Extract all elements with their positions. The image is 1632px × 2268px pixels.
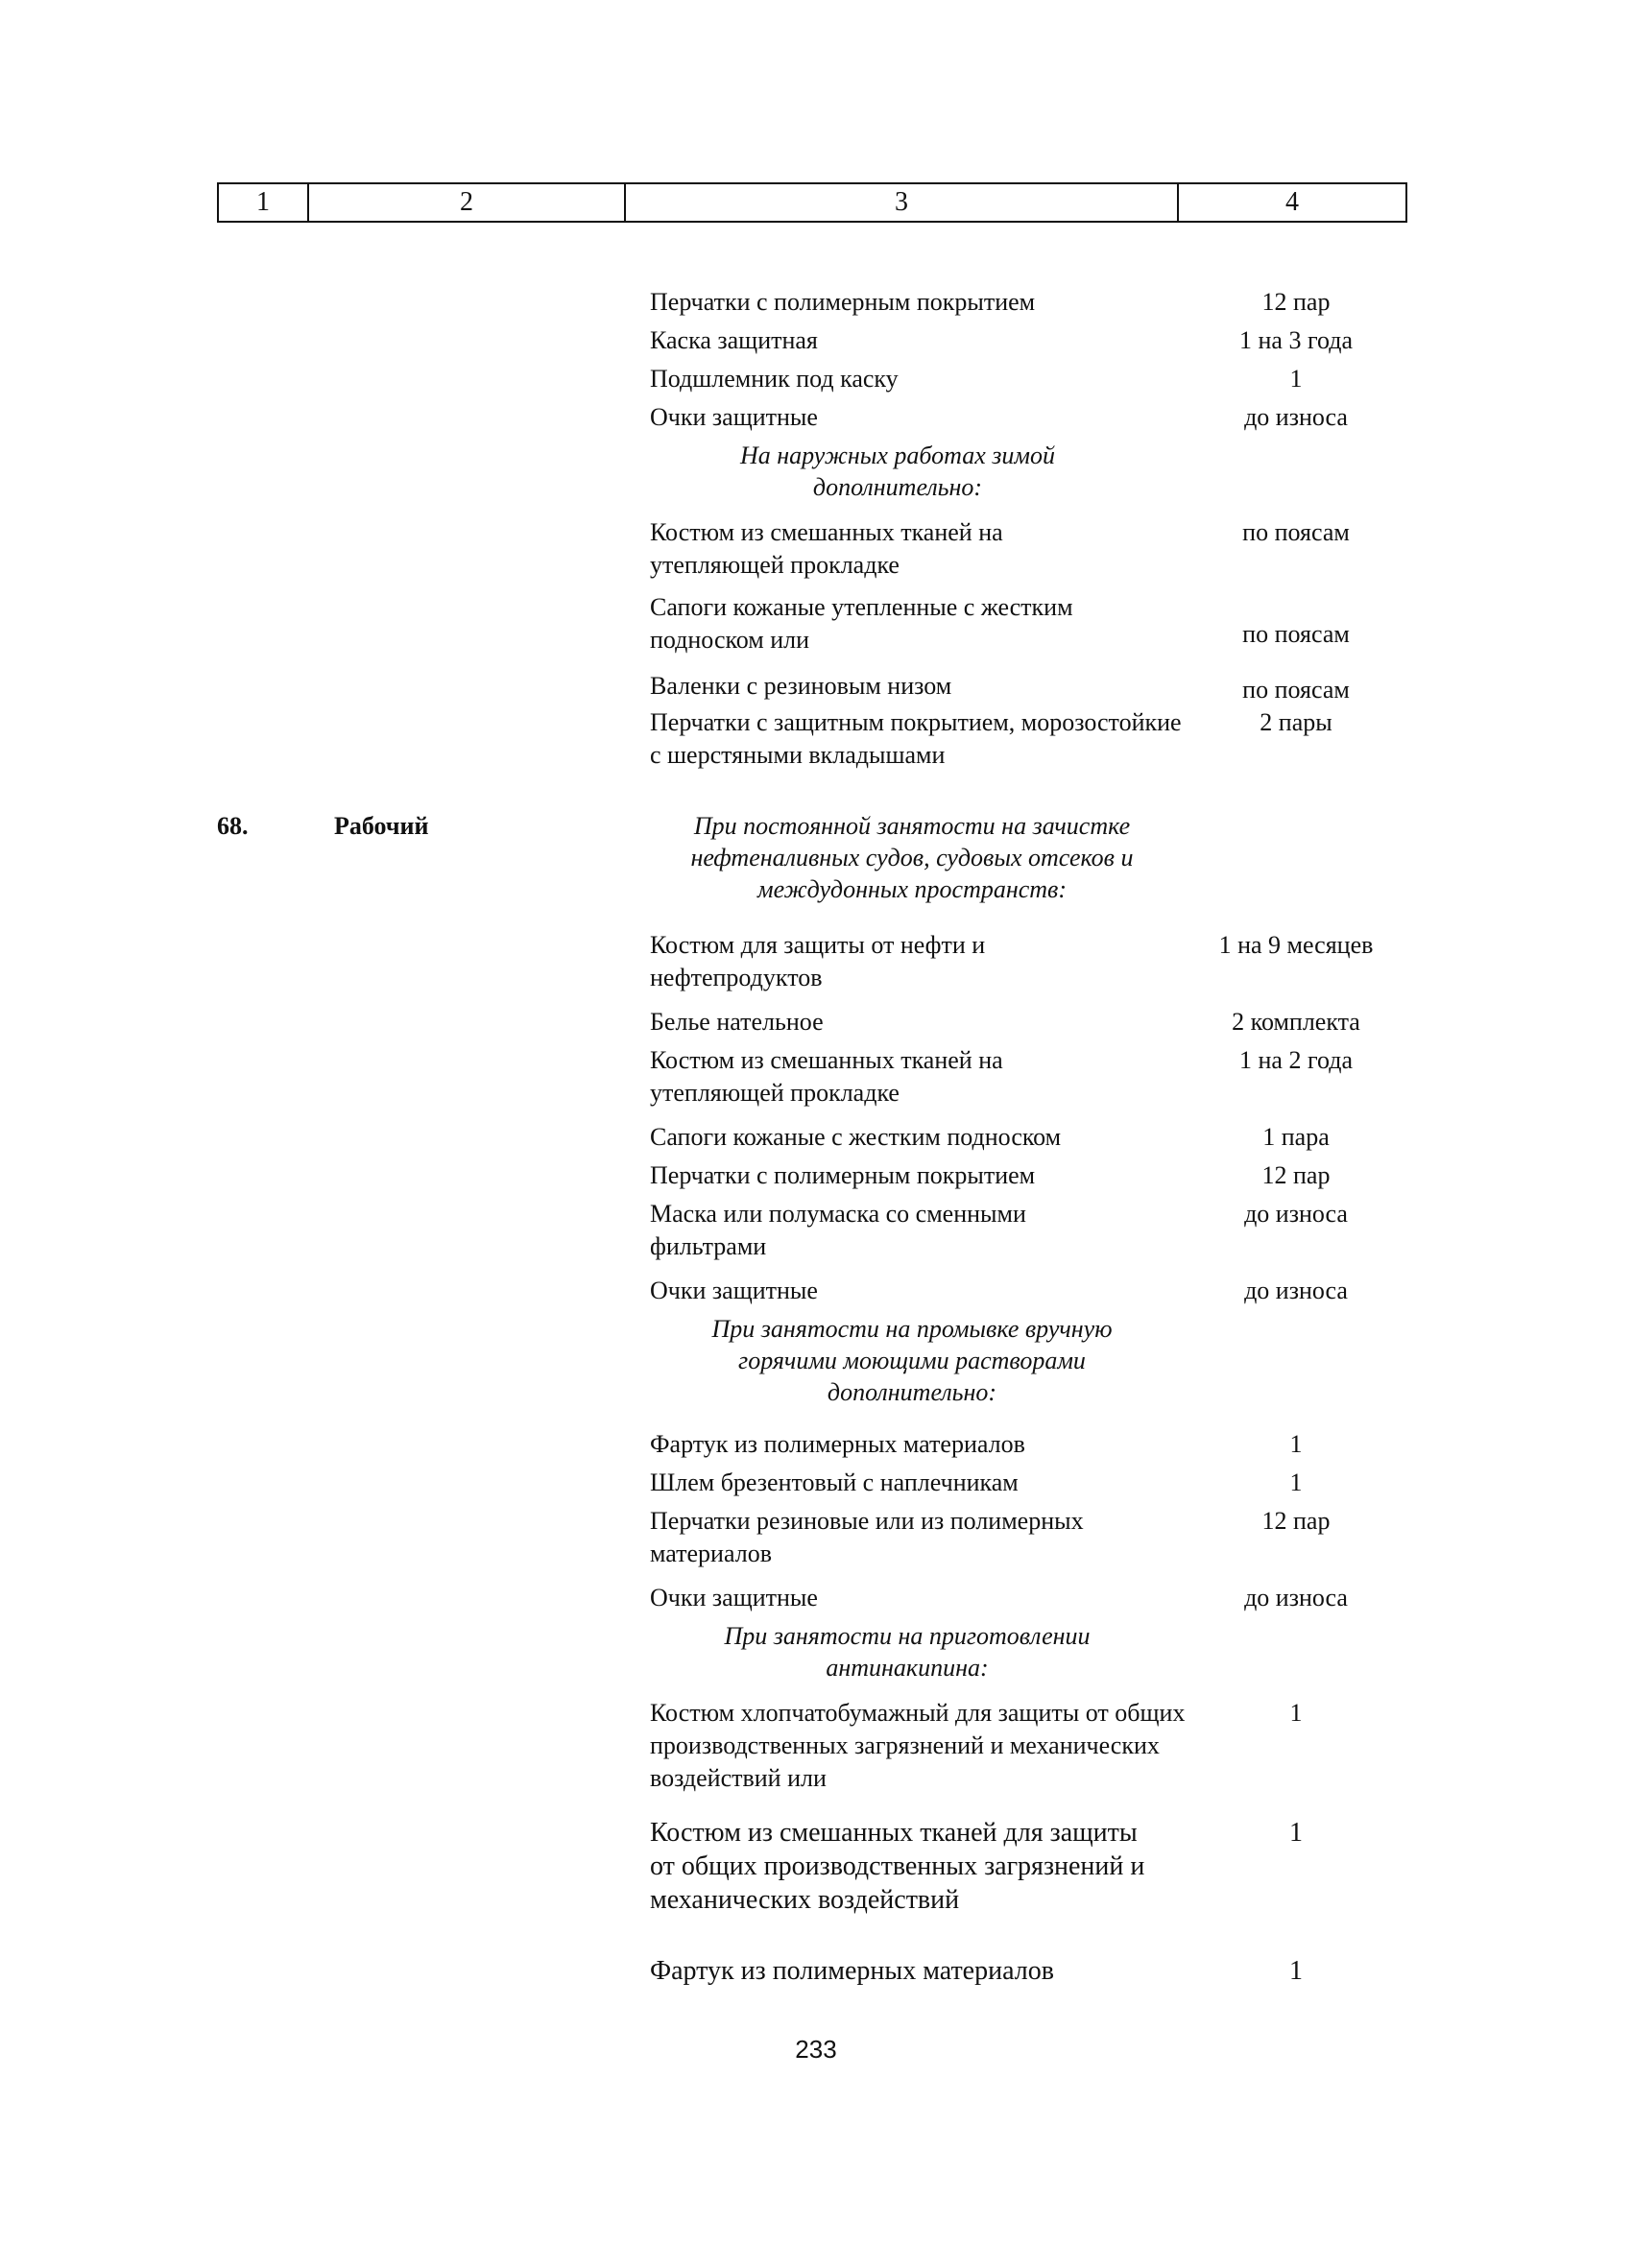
column-header-2: 2 [309, 184, 626, 221]
item-name: Костюм хлопчатобумажный для защиты от общих производственных загрязнений и механических воздействий или [650, 1699, 1186, 1792]
column-header-1: 1 [219, 184, 309, 221]
item-name: Костюм из смешанных тканей для защиты от общих производственных загрязнений и механических воздействий [650, 1818, 1145, 1915]
item-name: Шлем брезентовый с наплечникам [650, 1468, 1019, 1496]
column-header-row [217, 182, 1407, 223]
item-name: Фартук из полимерных материалов [650, 1430, 1025, 1458]
item-name: Очки защитные [650, 1584, 818, 1611]
item-name: Перчатки с полимерным покрытием [650, 288, 1036, 316]
item-name: Сапоги кожаные с жестким подноском [650, 1123, 1062, 1151]
item-qty: 1 на 9 месяцев [1218, 931, 1374, 959]
item-qty: по поясам [1242, 620, 1350, 648]
item-qty: 1 на 2 года [1239, 1046, 1353, 1074]
subheading-antinakipin: При занятости на приготовлении антинакипина: [724, 1622, 1091, 1682]
item-qty: 1 на 3 года [1239, 326, 1353, 354]
column-header-3: 3 [626, 184, 1179, 221]
item-name: Очки защитные [650, 1277, 818, 1304]
item-name: Сапоги кожаные утепленные с жестким подноском или [650, 593, 1073, 654]
item-qty: до износа [1244, 403, 1348, 431]
entry-profession: Рабочий [334, 812, 429, 840]
item-qty: 2 пары [1260, 708, 1332, 736]
item-name: Каска защитная [650, 326, 818, 354]
item-name: Подшлемник под каску [650, 365, 899, 393]
item-name: Валенки с резиновым низом [650, 672, 952, 700]
item-name: Фартук из полимерных материалов [650, 1956, 1054, 1986]
item-name: Костюм из смешанных тканей на утепляющей прокладке [650, 1046, 1003, 1107]
item-qty: 1 [1289, 1818, 1303, 1848]
entry-number: 68. [217, 812, 249, 840]
item-qty: 1 пара [1262, 1123, 1330, 1151]
item-name: Перчатки резиновые или из полимерных материалов [650, 1507, 1084, 1567]
item-name: Перчатки с защитным покрытием, морозостойкие с шерстяными вкладышами [650, 708, 1182, 769]
subheading-winter: На наружных работах зимой дополнительно: [739, 442, 1056, 501]
item-qty: по поясам [1242, 518, 1350, 546]
item-qty: 1 [1289, 365, 1303, 393]
column-header-4: 4 [1285, 187, 1299, 217]
subheading-tank-cleaning: При постоянной занятости на зачистке нефтеналивных судов, судовых отсеков и междудонных пространств: [690, 812, 1134, 903]
item-qty: 12 пар [1261, 288, 1331, 316]
item-qty: до износа [1244, 1277, 1348, 1304]
item-qty: 12 пар [1261, 1161, 1331, 1189]
item-name: Костюм для защиты от нефти и нефтепродуктов [650, 931, 986, 991]
item-qty: 1 [1289, 1699, 1303, 1727]
page-number: 233 [795, 2035, 837, 2064]
item-qty: 1 [1289, 1468, 1303, 1496]
item-name: Костюм из смешанных тканей на утепляющей прокладке [650, 518, 1003, 579]
item-name: Белье нательное [650, 1008, 824, 1036]
subheading-washing: При занятости на промывке вручную горячими моющими растворами дополнительно: [711, 1315, 1113, 1406]
item-qty: 1 [1289, 1430, 1303, 1458]
item-qty: до износа [1244, 1584, 1348, 1611]
item-qty: 2 комплекта [1232, 1008, 1360, 1036]
item-name: Маска или полумаска со сменными фильтрами [650, 1200, 1026, 1260]
item-name: Перчатки с полимерным покрытием [650, 1161, 1036, 1189]
item-name: Очки защитные [650, 403, 818, 431]
item-qty: 12 пар [1261, 1507, 1331, 1535]
item-qty: до износа [1244, 1200, 1348, 1228]
item-qty: по поясам [1242, 676, 1350, 704]
item-qty: 1 [1289, 1956, 1303, 1986]
